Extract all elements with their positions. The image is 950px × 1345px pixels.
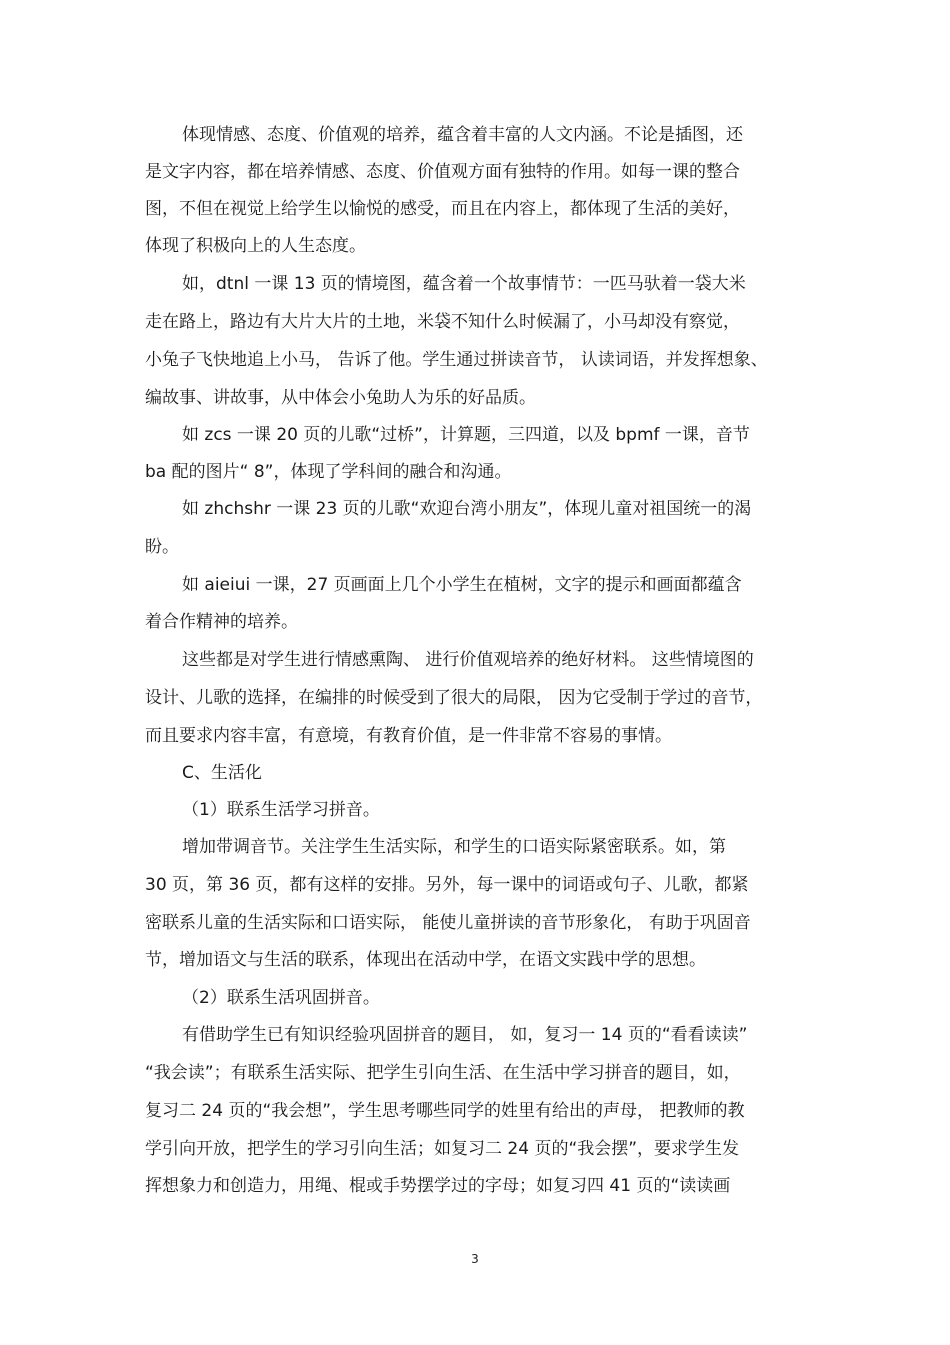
text-line: 密联系儿童的生活实际和口语实际， 能使儿童拼读的音节形象化， 有助于巩固音 [145,913,751,933]
text-line: 这些都是对学生进行情感熏陶、 进行价值观培养的绝好材料。 这些情境图的 [182,650,754,670]
text-line: 图，不但在视觉上给学生以愉悦的感受，而且在内容上，都体现了生活的美好， [145,199,740,219]
text-line: 而且要求内容丰富，有意境，有教育价值，是一件非常不容易的事情。 [145,726,672,746]
text-line: 体现情感、态度、价值观的培养，蕴含着丰富的人文内涵。不论是插图，还 [182,125,743,145]
text-line: 如 aieiui 一课，27 页画面上几个小学生在植树，文字的提示和画面都蕴含 [182,575,742,595]
page-number: 3 [471,1252,479,1266]
text-line: 节，增加语文与生活的联系，体现出在活动中学，在语文实践中学的思想。 [145,950,706,970]
text-line: 是文字内容，都在培养情感、态度、价值观方面有独特的作用。如每一课的整合 [145,162,740,182]
text-line: 走在路上，路边有大片大片的土地，米袋不知什么时候漏了，小马却没有察觉， [145,312,740,332]
text-line: 如 zhchshr 一课 23 页的儿歌“欢迎台湾小朋友”，体现儿童对祖国统一的渴 [182,499,752,519]
text-line: 如 zcs 一课 20 页的儿歌“过桥”，计算题，三四道，以及 bpmf 一课，音节 [182,425,750,445]
text-line: “我会读”；有联系生活实际、把学生引向生活、在生活中学习拼音的题目，如， [145,1063,741,1083]
section-heading: C、生活化 [182,763,262,783]
text-line: 增加带调音节。关注学生生活实际，和学生的口语实际紧密联系。如，第 [182,837,726,857]
subsection-heading: （1）联系生活学习拼音。 [182,800,380,820]
text-line: 着合作精神的培养。 [145,612,298,632]
text-line: 体现了积极向上的人生态度。 [145,236,366,256]
text-line: 有借助学生已有知识经验巩固拼音的题目， 如，复习一 14 页的“看看读读” [182,1025,748,1045]
text-line: 小兔子飞快地追上小马， 告诉了他。学生通过拼读音节， 认读词语，并发挥想象、 [145,350,768,370]
subsection-heading: （2）联系生活巩固拼音。 [182,988,380,1008]
text-line: 编故事、讲故事，从中体会小兔助人为乐的好品质。 [145,388,536,408]
text-line: 30 页，第 36 页，都有这样的安排。另外，每一课中的词语或句子、儿歌，都紧 [145,875,749,895]
text-line: 设计、儿歌的选择，在编排的时候受到了很大的局限， 因为它受制于学过的音节， [145,688,763,708]
text-line: ba 配的图片“ 8”，体现了学科间的融合和沟通。 [145,462,512,482]
text-line: 复习二 24 页的“我会想”，学生思考哪些同学的姓里有给出的声母， 把教师的教 [145,1101,745,1121]
text-line: 学引向开放，把学生的学习引向生活；如复习二 24 页的“我会摆”，要求学生发 [145,1139,740,1159]
text-line: 挥想象力和创造力，用绳、棍或手势摆学过的字母；如复习四 41 页的“读读画 [145,1176,731,1196]
text-line: 盼。 [145,537,179,557]
text-line: 如，dtnl 一课 13 页的情境图，蕴含着一个故事情节：一匹马驮着一袋大米 [182,274,746,294]
